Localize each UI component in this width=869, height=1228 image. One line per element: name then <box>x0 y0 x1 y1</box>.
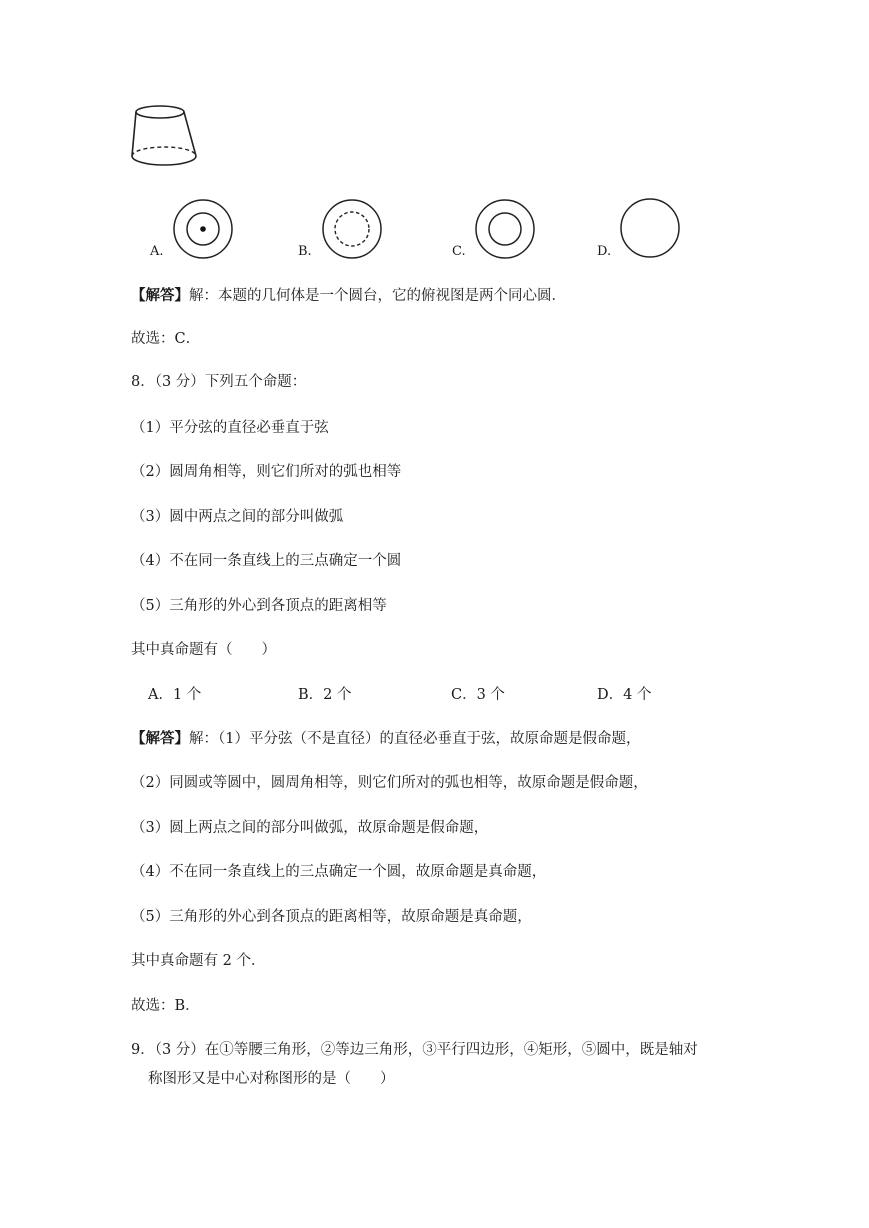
option-d-circle <box>621 199 679 257</box>
q8-answer-tag: 【解答】 <box>131 730 189 747</box>
frustum-figure <box>126 100 202 176</box>
frustum-bottom-front-arc <box>132 156 196 165</box>
q7-answer-tag: 【解答】 <box>131 287 189 304</box>
option-c-outer-circle <box>476 200 534 258</box>
q8-choice: 故选：B． <box>131 998 200 1014</box>
q8-option-a: A．1 个 <box>148 687 202 703</box>
option-a-center-dot <box>200 226 206 232</box>
option-b-outer-circle <box>323 200 381 258</box>
option-b-label: B. <box>298 244 312 259</box>
q9-stem-line-1: 9．（3 分）在①等腰三角形，②等边三角形，③平行四边形，④矩形，⑤圆中，既是轴对 <box>131 1042 698 1058</box>
q8-statement-2: （2）圆周角相等，则它们所对的弧也相等 <box>131 464 402 480</box>
q8-answer-line-3: （3）圆上两点之间的部分叫做弧，故原命题是假命题， <box>131 820 489 836</box>
q8-option-b: B．2 个 <box>298 687 352 703</box>
frustum-top-ellipse <box>136 106 184 118</box>
option-c-inner-circle <box>489 213 521 245</box>
q8-answer-line-5: （5）三角形的外心到各顶点的距离相等，故原命题是真命题， <box>131 909 532 925</box>
q8-answer-line-4: （4）不在同一条直线上的三点确定一个圆，故原命题是真命题， <box>131 864 547 880</box>
q7-answer-text: 解：本题的几何体是一个圆台，它的俯视图是两个同心圆． <box>189 288 566 304</box>
q8-answer-line-1 <box>131 730 640 748</box>
q8-option-c: C．3 个 <box>451 687 505 703</box>
q8-statement-1: （1）平分弦的直径必垂直于弦 <box>131 420 329 436</box>
q8-answer-text-1: 解：（1）平分弦（不是直径）的直径必垂直于弦，故原命题是假命题， <box>189 731 641 747</box>
option-d-label: D. <box>597 244 612 259</box>
q8-answer-line-2: （2）同圆或等圆中，圆周角相等，则它们所对的弧也相等，故原命题是假命题， <box>131 775 648 791</box>
q8-answer-count: 其中真命题有 2 个． <box>131 953 266 969</box>
q8-stem: 8．（3 分）下列五个命题： <box>131 374 307 390</box>
q8-question: 其中真命题有（ ） <box>131 642 276 658</box>
frustum-bottom-back-arc-dashed <box>132 147 196 156</box>
q7-choice: 故选：C． <box>131 331 201 347</box>
q8-option-d: D．4 个 <box>597 687 652 703</box>
option-b-figure <box>321 198 383 260</box>
q9-stem-line-2: 称图形又是中心对称图形的是（ ） <box>148 1071 395 1087</box>
option-a-label: A. <box>150 244 164 259</box>
option-c-figure <box>474 198 536 260</box>
frustum-left-edge <box>132 112 136 156</box>
q8-statement-5: （5）三角形的外心到各顶点的距离相等 <box>131 598 387 614</box>
option-c-label: C. <box>452 244 466 259</box>
option-d-figure <box>619 197 681 259</box>
q8-statement-3: （3）圆中两点之间的部分叫做弧 <box>131 509 344 525</box>
option-a-figure <box>172 198 234 260</box>
q7-answer-line <box>131 287 566 305</box>
q8-statement-4: （4）不在同一条直线上的三点确定一个圆 <box>131 553 402 569</box>
option-b-inner-dashed-circle <box>335 212 369 246</box>
